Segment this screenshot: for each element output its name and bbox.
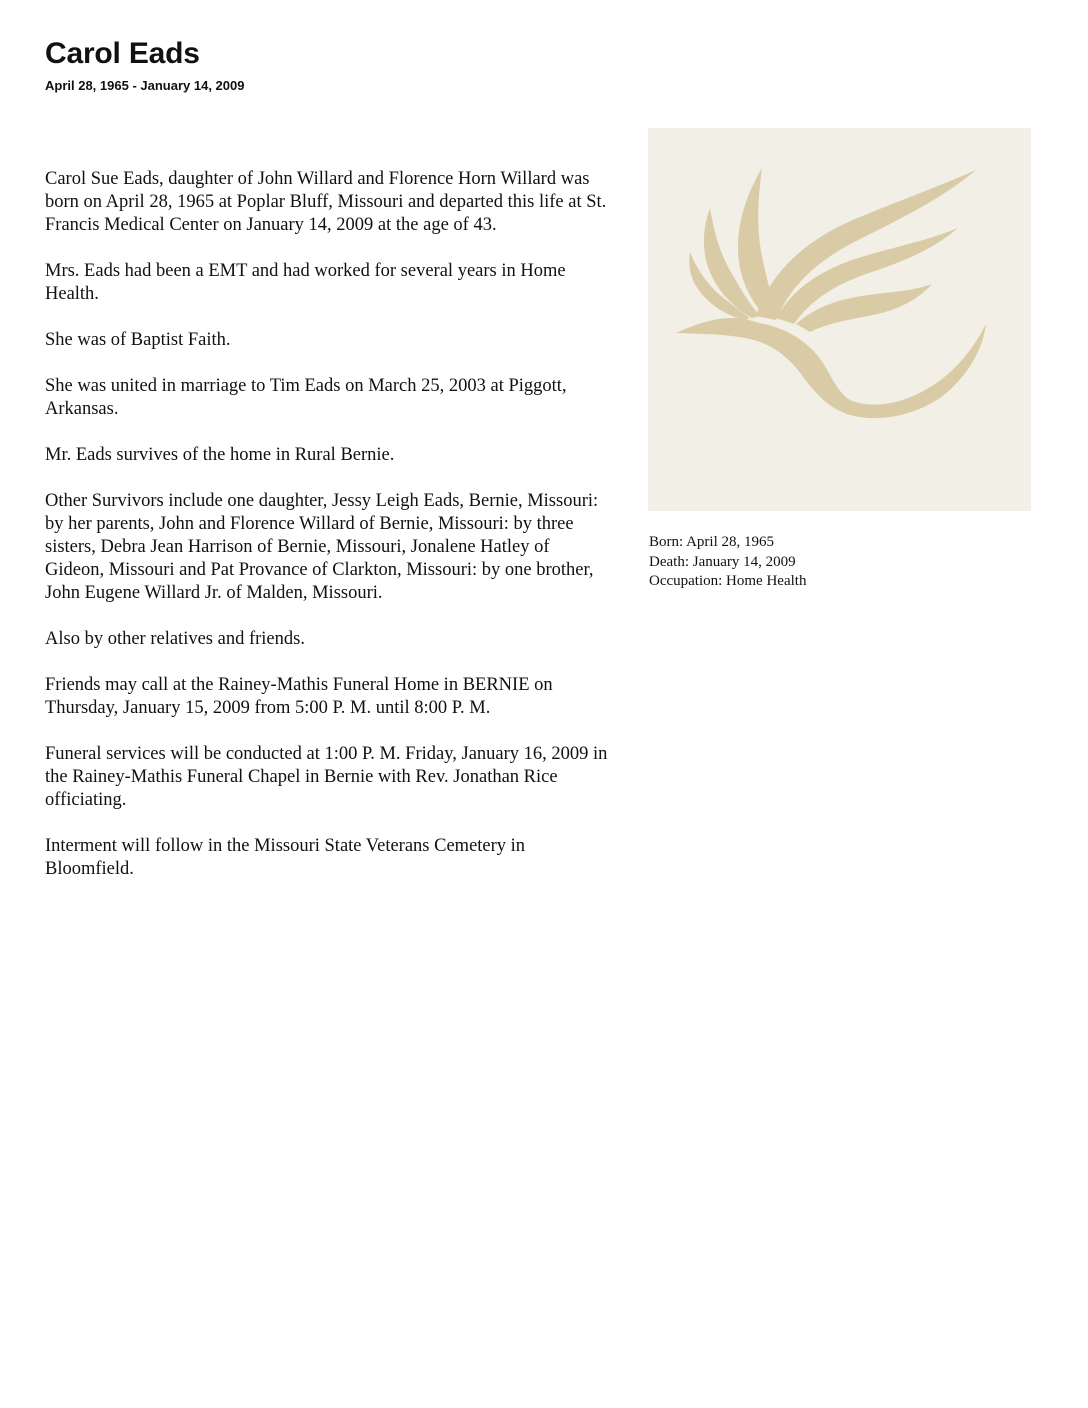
born-fact: Born: April 28, 1965 bbox=[649, 534, 775, 550]
death-fact: Death: January 14, 2009 bbox=[649, 553, 796, 570]
paragraph-career: Mrs. Eads had been a EMT and had worked for several years in Home Health. bbox=[45, 261, 566, 304]
paragraph-funeral: Funeral services will be conducted at 1:00 P. M. Friday, January 16, 2009 in the Rainey-Mathis Funeral Chapel in Bernie with Rev. Jonathan Rice officiating. bbox=[45, 744, 608, 810]
paragraph-birth: Carol Sue Eads, daughter of John Willard and Florence Horn Willard was born on April 28, 1965 at Poplar Bluff, Missouri and departed this life at St. Francis Medical Center on January 14, 2009 at the age of 43. bbox=[45, 169, 607, 235]
dove-icon bbox=[648, 128, 1031, 511]
vital-facts bbox=[649, 533, 1029, 592]
paragraph-spouse: Mr. Eads survives of the home in Rural Bernie. bbox=[45, 445, 395, 465]
occupation-fact: Occupation: Home Health bbox=[649, 573, 807, 589]
paragraph-faith: She was of Baptist Faith. bbox=[45, 330, 231, 350]
paragraph-survivors: Other Survivors include one daughter, Jessy Leigh Eads, Bernie, Missouri: by her parents, John and Florence Willard of Bernie, Missouri: by three sisters, Debra Jean Harrison of Bernie, Missouri, Jonalene Hatley of Gideon, Missouri and Pat Provance of Clarkton, Missouri: by one brother, John Eugene Willard Jr. of Malden, Missouri. bbox=[45, 491, 599, 603]
obituary-header bbox=[45, 36, 605, 95]
paragraph-relatives: Also by other relatives and friends. bbox=[45, 629, 305, 649]
paragraph-interment: Interment will follow in the Missouri State Veterans Cemetery in Bloomfield. bbox=[45, 836, 526, 879]
dove-image bbox=[648, 128, 1031, 511]
page-title: Carol Eads bbox=[45, 37, 200, 70]
paragraph-marriage: She was united in marriage to Tim Eads on March 25, 2003 at Piggott, Arkansas. bbox=[45, 376, 567, 419]
obituary-body bbox=[45, 168, 610, 904]
paragraph-visitation: Friends may call at the Rainey-Mathis Funeral Home in BERNIE on Thursday, January 15, 2009 from 5:00 P. M. until 8:00 P. M. bbox=[45, 675, 553, 718]
life-dates: April 28, 1965 - January 14, 2009 bbox=[45, 78, 245, 93]
